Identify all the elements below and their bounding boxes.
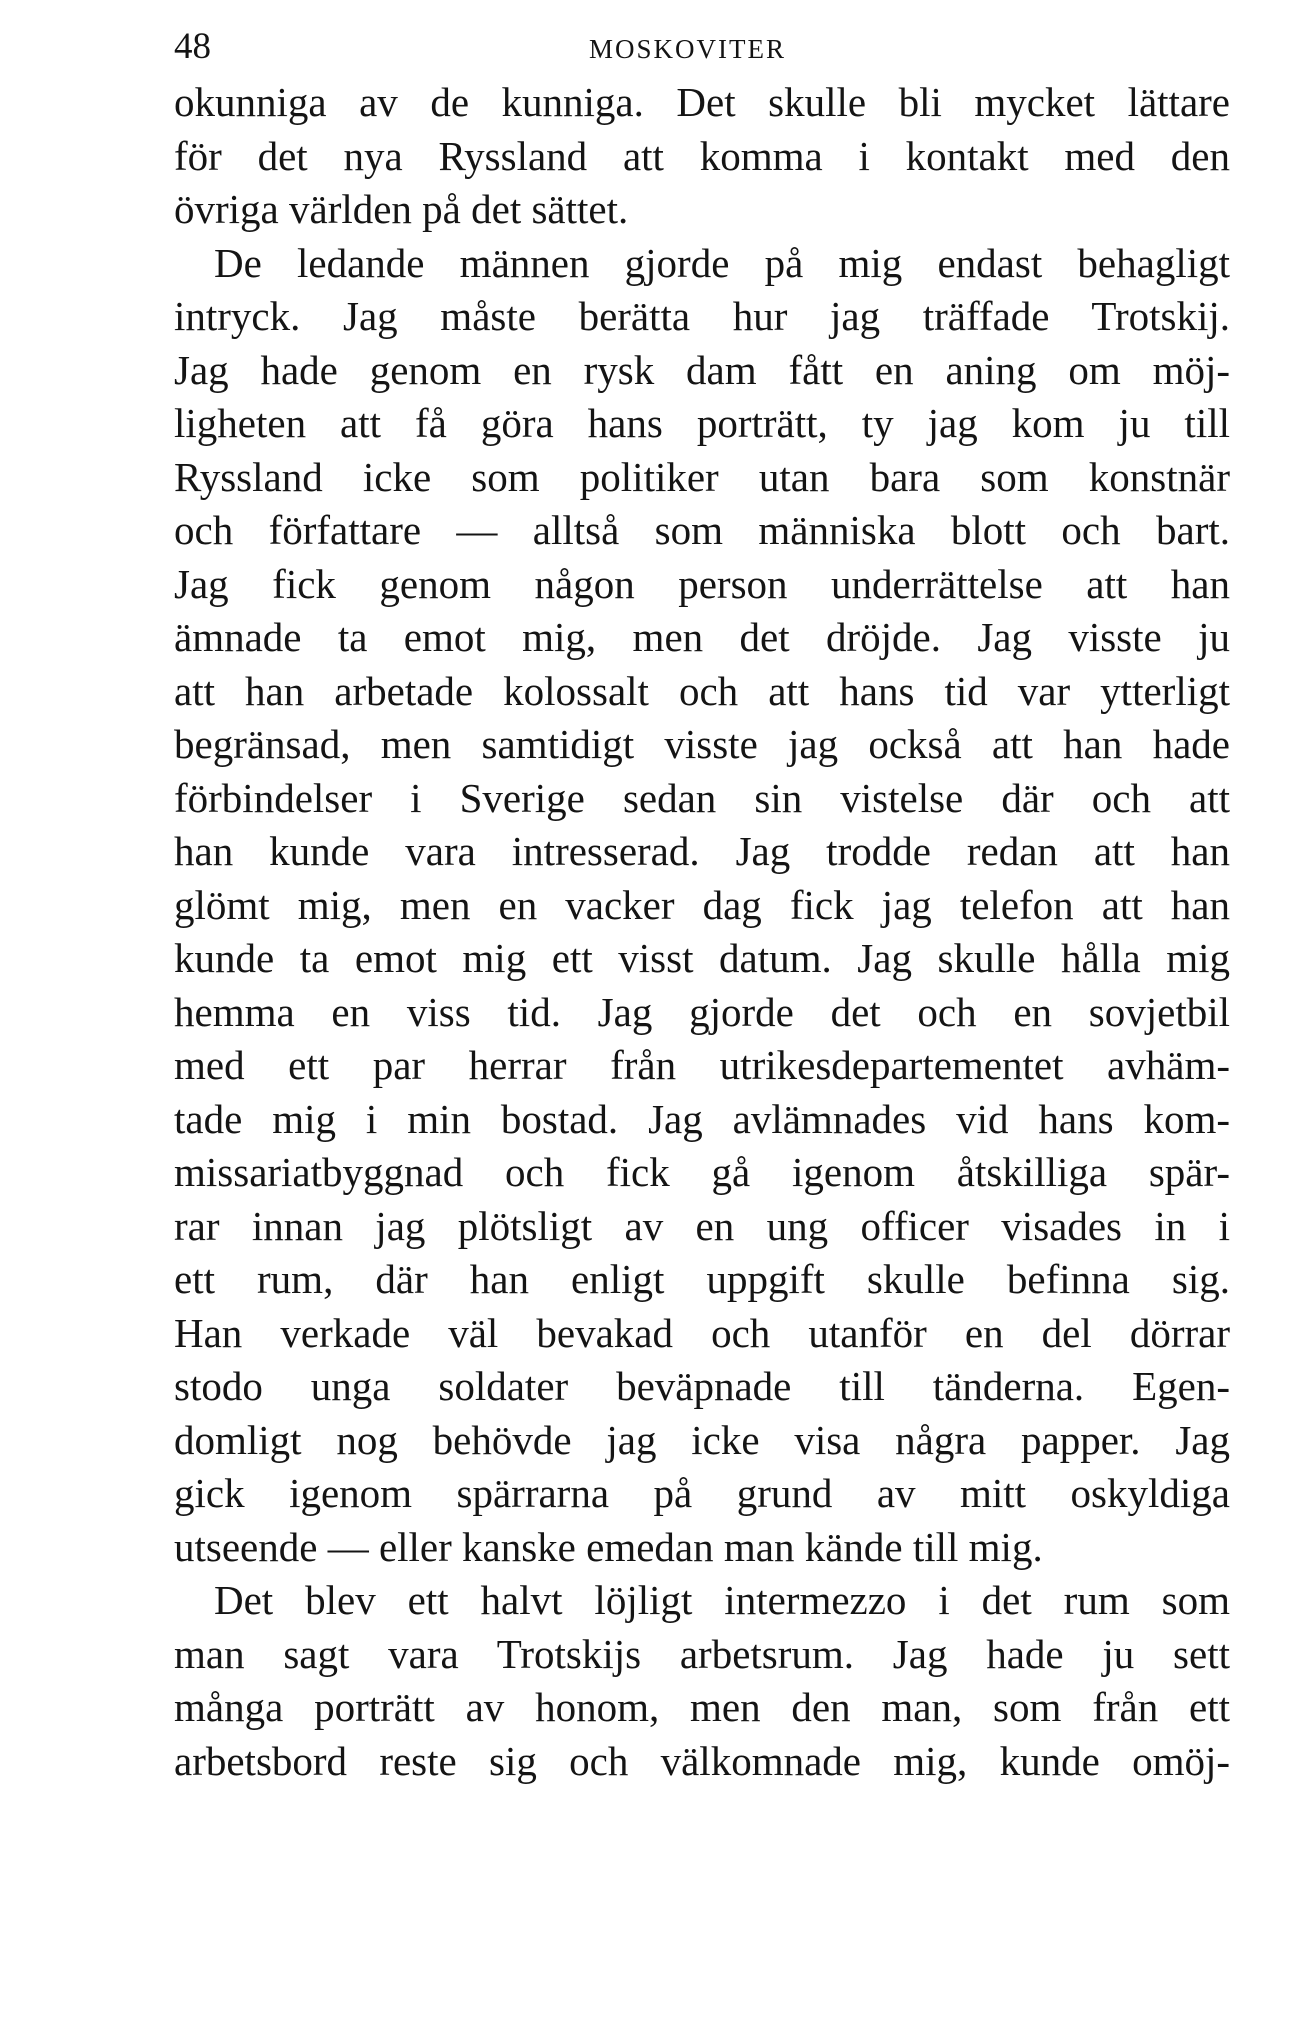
text-line: ett rum, där han enligt uppgift skulle befinna sig. <box>174 1256 1230 1302</box>
text-line: många porträtt av honom, men den man, som från ett <box>174 1684 1230 1730</box>
paragraph <box>174 237 1230 1575</box>
text-line: övriga världen på det sättet. <box>174 186 629 232</box>
text-line: ligheten att få göra hans porträtt, ty jag kom ju till <box>174 400 1230 446</box>
text-line: Jag hade genom en rysk dam fått en aning om möj- <box>174 346 1230 393</box>
text-line: ämnade ta emot mig, men det dröjde. Jag visste ju <box>174 614 1230 660</box>
text-line: De ledande männen gjorde på mig endast behagligt <box>214 239 1230 286</box>
text-line: kunde ta emot mig ett visst datum. Jag skulle hålla mig <box>174 935 1230 981</box>
text-line: okunniga av de kunniga. Det skulle bli mycket lättare <box>174 79 1230 125</box>
text-line: Det blev ett halvt löjligt intermezzo i det rum som <box>214 1577 1230 1623</box>
text-line: tade mig i min bostad. Jag avlämnades vid hans kom- <box>174 1095 1230 1142</box>
text-line: gick igenom spärrarna på grund av mitt oskyldiga <box>174 1470 1230 1516</box>
text-line: begränsad, men samtidigt visste jag också att han hade <box>174 721 1230 767</box>
text-line: man sagt vara Trotskijs arbetsrum. Jag hade ju sett <box>174 1630 1230 1677</box>
text-line: för det nya Ryssland att komma i kontakt med den <box>174 132 1230 179</box>
text-line: hemma en viss tid. Jag gjorde det och en sovjetbil <box>174 988 1230 1035</box>
text-line: missariatbyggnad och fick gå igenom åtskilliga spär- <box>174 1149 1230 1195</box>
running-title: MOSKOVITER <box>589 34 787 64</box>
text-line: förbindelser i Sverige sedan sin vistelse där och att <box>174 774 1230 821</box>
text-line: rar innan jag plötsligt av en ung officer visades in i <box>174 1202 1230 1249</box>
text-line: och författare — alltså som människa blott och bart. <box>174 507 1230 553</box>
text-line: Jag fick genom någon person underrättelse att han <box>174 560 1230 607</box>
text-line: han kunde vara intresserad. Jag trodde redan att han <box>174 828 1230 874</box>
text-line: stodo unga soldater beväpnade till tänderna. Egen- <box>174 1363 1230 1409</box>
text-line: Ryssland icke som politiker utan bara som konstnär <box>174 453 1230 500</box>
paragraph <box>174 76 1230 237</box>
paragraph <box>174 1574 1230 1788</box>
running-head <box>174 22 1230 72</box>
text-line: att han arbetade kolossalt och att hans tid var ytterligt <box>174 667 1230 714</box>
body-text <box>174 76 1230 1788</box>
text-line: utseende — eller kanske emedan man kände till mig. <box>174 1523 1043 1570</box>
page-number: 48 <box>174 26 211 67</box>
text-line: glömt mig, men en vacker dag fick jag telefon att han <box>174 881 1230 928</box>
text-line: med ett par herrar från utrikesdepartementet avhäm- <box>174 1042 1230 1088</box>
text-line: intryck. Jag måste berätta hur jag träffade Trotskij. <box>174 293 1230 339</box>
text-line: arbetsbord reste sig och välkomnade mig, kunde omöj- <box>174 1737 1230 1784</box>
text-line: domligt nog behövde jag icke visa några papper. Jag <box>174 1416 1230 1463</box>
text-line: Han verkade väl bevakad och utanför en del dörrar <box>174 1309 1230 1356</box>
